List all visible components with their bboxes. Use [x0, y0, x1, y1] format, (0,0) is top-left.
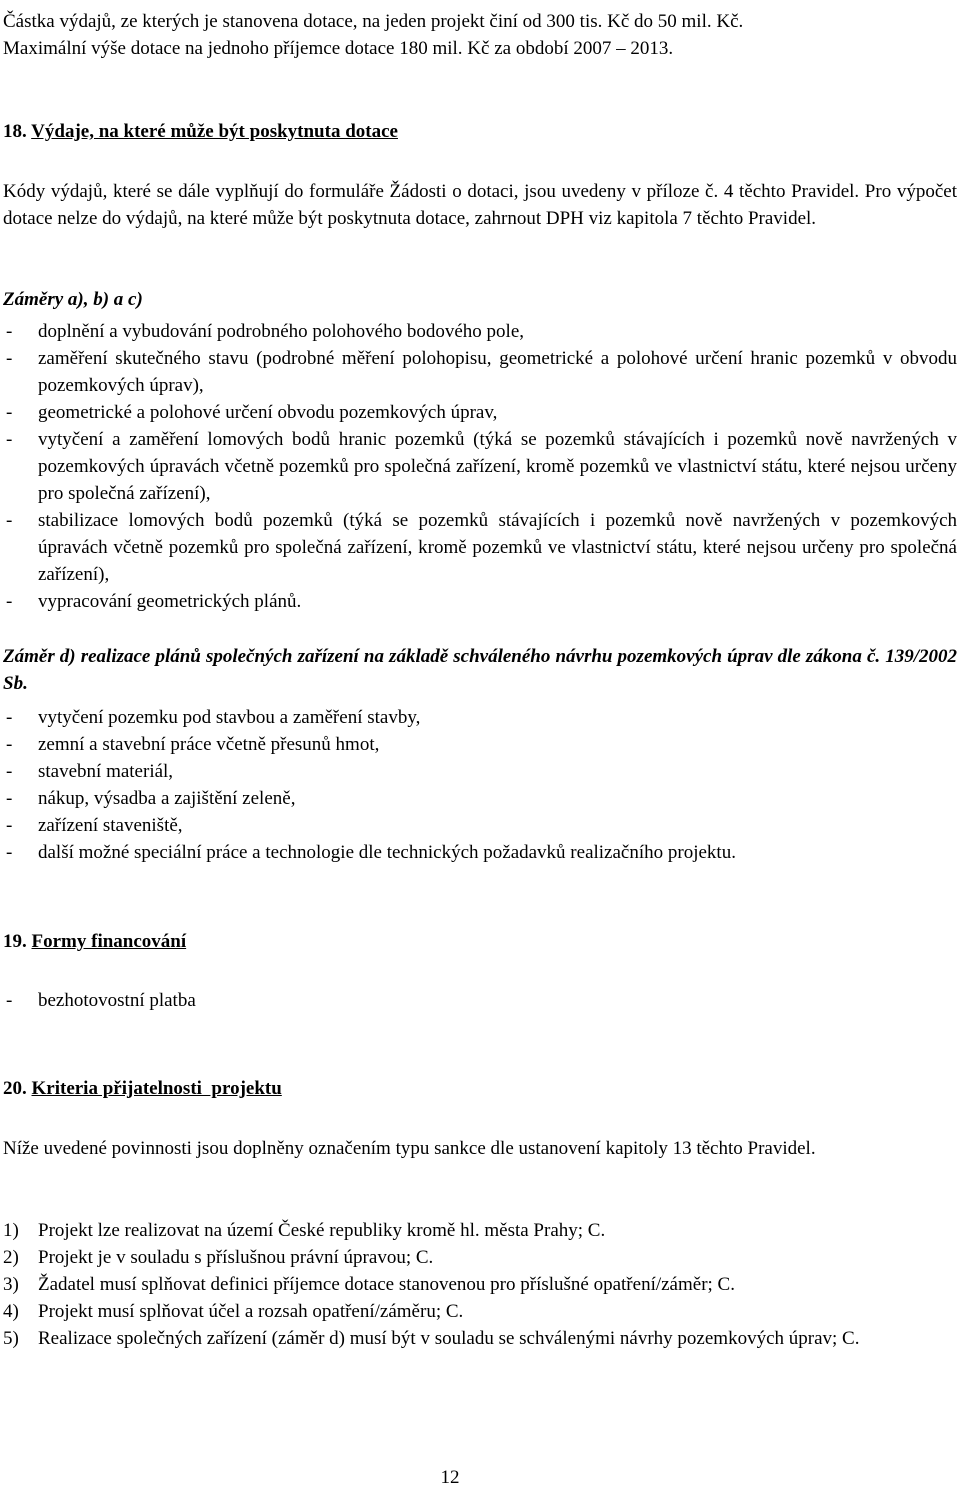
- list-dash-marker: -: [6, 761, 13, 782]
- list-item: [3, 758, 957, 785]
- list-item: [3, 588, 957, 615]
- zamery-abc-list: [3, 318, 957, 615]
- list-dash-marker: -: [6, 402, 13, 423]
- list-item-text: vypracování geometrických plánů.: [38, 591, 302, 612]
- section-20-paragraph: Níže uvedené povinnosti jsou doplněny označením typu sankce dle ustanovení kapitoly 13 těchto Pravidel.: [3, 1138, 816, 1159]
- section-18-paragraph: Kódy výdajů, které se dále vyplňují do formuláře Žádosti o dotaci, jsou uvedeny v příloze č. 4 těchto Pravidel. Pro výpočet dotace nelze do výdajů, na které může být poskytnuta dotace, zahrnout DPH viz kapitola 7 těchto Pravidel.: [3, 181, 957, 229]
- list-item: [3, 318, 957, 345]
- zamery-abc-title: Záměry a), b) a c): [3, 289, 143, 310]
- list-dash-marker: -: [6, 707, 13, 728]
- criteria-text: Projekt lze realizovat na území České republiky kromě hl. města Prahy; C.: [38, 1220, 606, 1241]
- zamer-d-list: [3, 704, 957, 866]
- list-item-text: zaměření skutečného stavu (podrobné měření polohopisu, geometrické a polohové určení hranic pozemků v obvodu pozemkových úprav),: [38, 348, 957, 396]
- list-item-text: zařízení staveniště,: [38, 815, 183, 836]
- section-18-title: Výdaje, na které může být poskytnuta dotace: [31, 121, 398, 142]
- list-item: [3, 987, 957, 1014]
- list-dash-marker: -: [6, 348, 13, 369]
- criteria-number: 2): [3, 1247, 19, 1268]
- section-19-list: [3, 987, 957, 1014]
- list-dash-marker: -: [6, 990, 13, 1011]
- list-item: [3, 704, 957, 731]
- criteria-text: Žadatel musí splňovat definici příjemce dotace stanovenou pro příslušné opatření/záměr; C.: [38, 1274, 735, 1295]
- list-dash-marker: -: [6, 510, 13, 531]
- list-dash-marker: -: [6, 842, 13, 863]
- section-20-title: Kriteria přijatelnosti projektu: [31, 1078, 282, 1099]
- list-item: [3, 812, 957, 839]
- intro-paragraph: [3, 8, 957, 62]
- list-item: [3, 399, 957, 426]
- list-item-text: zemní a stavební práce včetně přesunů hmot,: [38, 734, 380, 755]
- section-20-heading: [3, 1075, 957, 1102]
- list-item: [3, 345, 957, 399]
- criteria-item: [3, 1271, 957, 1298]
- criteria-number: 1): [3, 1220, 19, 1241]
- criteria-number: 4): [3, 1301, 19, 1322]
- list-item: [3, 507, 957, 588]
- criteria-text: Projekt je v souladu s příslušnou právní úpravou; C.: [38, 1247, 434, 1268]
- list-item-text: doplnění a vybudování podrobného polohového bodového pole,: [38, 321, 525, 342]
- list-item-text: geometrické a polohové určení obvodu pozemkových úprav,: [38, 402, 498, 423]
- zamer-d-title: Záměr d) realizace plánů společných zařízení na základě schváleného návrhu pozemkových úprav dle zákona č. 139/2002 Sb.: [3, 646, 957, 694]
- list-item-text: vytyčení pozemku pod stavbou a zaměření stavby,: [38, 707, 421, 728]
- section-19-number: 19.: [3, 931, 27, 952]
- criteria-text: Realizace společných zařízení (záměr d) musí být v souladu se schválenými návrhy pozemkových úprav; C.: [38, 1328, 860, 1349]
- section-20-criteria-list: [3, 1217, 957, 1352]
- criteria-item: [3, 1325, 957, 1352]
- list-dash-marker: -: [6, 321, 13, 342]
- list-item-text: nákup, výsadba a zajištění zeleně,: [38, 788, 296, 809]
- section-20-number: 20.: [3, 1078, 27, 1099]
- list-dash-marker: -: [6, 429, 13, 450]
- list-item-text: bezhotovostní platba: [38, 990, 196, 1011]
- list-dash-marker: -: [6, 815, 13, 836]
- list-item: [3, 839, 957, 866]
- page-number: 12: [440, 1467, 460, 1488]
- list-item: [3, 785, 957, 812]
- section-18-heading: [3, 118, 957, 145]
- criteria-item: [3, 1298, 957, 1325]
- criteria-number: 5): [3, 1328, 19, 1349]
- list-item-text: stabilizace lomových bodů pozemků (týká se pozemků stávajících i pozemků nově navržených v pozemkových úpravách včetně pozemků pro společná zařízení, kromě pozemků ve vlastnictví státu, které nejsou určeny pro společná zařízení),: [38, 510, 957, 585]
- list-item: [3, 731, 957, 758]
- list-dash-marker: -: [6, 591, 13, 612]
- intro-line-2: Maximální výše dotace na jednoho příjemce dotace 180 mil. Kč za období 2007 – 2013.: [3, 38, 674, 59]
- section-18-number: 18.: [3, 121, 27, 142]
- list-item-text: vytyčení a zaměření lomových bodů hranic pozemků (týká se pozemků stávajících i pozemků nově navržených v pozemkových úpravách včetně pozemků pro společná zařízení, kromě pozemků ve vlastnictví státu, které nejsou určeny pro společná zařízení),: [38, 429, 957, 504]
- criteria-item: [3, 1217, 957, 1244]
- section-19-heading: [3, 928, 957, 955]
- list-item: [3, 426, 957, 507]
- list-dash-marker: -: [6, 788, 13, 809]
- list-dash-marker: -: [6, 734, 13, 755]
- intro-line-1: Částka výdajů, ze kterých je stanovena dotace, na jeden projekt činí od 300 tis. Kč do 50 mil. Kč.: [3, 11, 744, 32]
- criteria-item: [3, 1244, 957, 1271]
- section-19-title: Formy financování: [31, 931, 187, 952]
- list-item-text: další možné speciální práce a technologie dle technických požadavků realizačního projektu.: [38, 842, 736, 863]
- list-item-text: stavební materiál,: [38, 761, 174, 782]
- criteria-text: Projekt musí splňovat účel a rozsah opatření/záměru; C.: [38, 1301, 464, 1322]
- criteria-number: 3): [3, 1274, 19, 1295]
